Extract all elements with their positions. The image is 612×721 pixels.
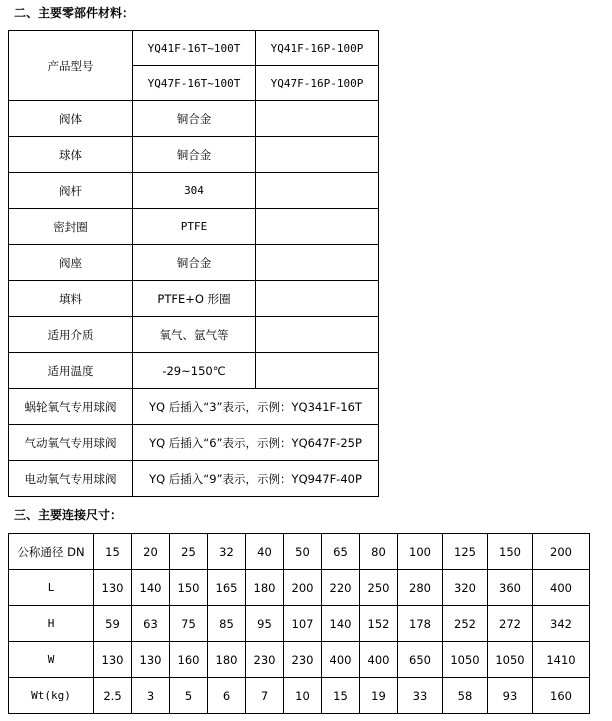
dim-cell: 6 (208, 678, 246, 714)
dim-cell: 320 (443, 570, 488, 606)
dim-row-W (9, 642, 590, 678)
part-label: 填料 (9, 281, 133, 317)
dn-cell: 20 (132, 534, 170, 570)
model-cell: YQ41F-16P-100P (256, 31, 379, 66)
empty-cell (256, 173, 379, 209)
dim-cell: 2.5 (94, 678, 132, 714)
dn-cell: 50 (284, 534, 322, 570)
material-row (9, 281, 379, 317)
part-material: PTFE+O 形圈 (133, 281, 256, 317)
dim-cell: 252 (443, 606, 488, 642)
special-label: 气动氧气专用球阀 (9, 425, 133, 461)
dn-cell: 65 (322, 534, 360, 570)
dim-cell: 280 (398, 570, 443, 606)
material-row (9, 137, 379, 173)
part-material: -29~150℃ (133, 353, 256, 389)
dim-label: L (9, 570, 94, 606)
dn-cell: 40 (246, 534, 284, 570)
dn-cell: 100 (398, 534, 443, 570)
dn-cell: 25 (170, 534, 208, 570)
empty-cell (256, 137, 379, 173)
dim-cell: 5 (170, 678, 208, 714)
special-row (9, 461, 379, 497)
dim-cell: 342 (533, 606, 590, 642)
empty-cell (256, 209, 379, 245)
dim-cell: 15 (322, 678, 360, 714)
part-material: 铜合金 (133, 245, 256, 281)
model-row-1 (9, 31, 379, 66)
dim-label: Wt(kg) (9, 678, 94, 714)
model-cell: YQ47F-16T~100T (133, 66, 256, 101)
dim-cell: 230 (284, 642, 322, 678)
dim-cell: 85 (208, 606, 246, 642)
special-label: 蜗轮氧气专用球阀 (9, 389, 133, 425)
section-2-heading: 二、主要零部件材料： (14, 6, 135, 20)
section-3-heading: 三、主要连接尺寸： (14, 508, 123, 522)
material-row (9, 173, 379, 209)
dim-cell: 200 (284, 570, 322, 606)
special-row (9, 389, 379, 425)
material-row (9, 353, 379, 389)
materials-table (8, 30, 379, 497)
dimensions-table (8, 533, 590, 714)
dim-cell: 95 (246, 606, 284, 642)
dim-cell: 250 (360, 570, 398, 606)
dim-row-Wt (9, 678, 590, 714)
dn-cell: 15 (94, 534, 132, 570)
part-label: 球体 (9, 137, 133, 173)
dim-cell: 7 (246, 678, 284, 714)
special-row (9, 425, 379, 461)
dim-cell: 178 (398, 606, 443, 642)
dim-cell: 1050 (443, 642, 488, 678)
dim-cell: 1050 (488, 642, 533, 678)
part-label: 密封圈 (9, 209, 133, 245)
dim-cell: 1410 (533, 642, 590, 678)
part-label: 适用温度 (9, 353, 133, 389)
dim-cell: 107 (284, 606, 322, 642)
empty-cell (256, 317, 379, 353)
dim-cell: 230 (246, 642, 284, 678)
dim-cell: 10 (284, 678, 322, 714)
part-label: 阀座 (9, 245, 133, 281)
material-row (9, 209, 379, 245)
dn-cell: 150 (488, 534, 533, 570)
dim-cell: 220 (322, 570, 360, 606)
dn-cell: 125 (443, 534, 488, 570)
special-note: YQ 后插入“3”表示，示例：YQ341F-16T (133, 389, 379, 425)
dim-cell: 160 (170, 642, 208, 678)
dim-cell: 75 (170, 606, 208, 642)
dim-cell: 360 (488, 570, 533, 606)
part-material: 铜合金 (133, 137, 256, 173)
model-cell: YQ47F-16P-100P (256, 66, 379, 101)
part-material: 铜合金 (133, 101, 256, 137)
model-cell: YQ41F-16T~100T (133, 31, 256, 66)
dim-cell: 140 (322, 606, 360, 642)
dim-cell: 165 (208, 570, 246, 606)
dim-cell: 650 (398, 642, 443, 678)
dim-cell: 272 (488, 606, 533, 642)
special-note: YQ 后插入“9”表示，示例：YQ947F-40P (133, 461, 379, 497)
dim-cell: 58 (443, 678, 488, 714)
dim-row-L (9, 570, 590, 606)
special-label: 电动氧气专用球阀 (9, 461, 133, 497)
dim-cell: 130 (94, 642, 132, 678)
dim-cell: 152 (360, 606, 398, 642)
dn-header-row (9, 534, 590, 570)
dn-cell: 200 (533, 534, 590, 570)
material-row (9, 101, 379, 137)
dim-cell: 400 (533, 570, 590, 606)
part-label: 阀杆 (9, 173, 133, 209)
part-material: 304 (133, 173, 256, 209)
dim-cell: 3 (132, 678, 170, 714)
dim-cell: 130 (94, 570, 132, 606)
part-label: 阀体 (9, 101, 133, 137)
dim-cell: 130 (132, 642, 170, 678)
dim-cell: 33 (398, 678, 443, 714)
dim-row-H (9, 606, 590, 642)
dim-label: H (9, 606, 94, 642)
empty-cell (256, 245, 379, 281)
dim-cell: 19 (360, 678, 398, 714)
dim-label: W (9, 642, 94, 678)
dim-cell: 93 (488, 678, 533, 714)
dim-cell: 400 (360, 642, 398, 678)
empty-cell (256, 101, 379, 137)
dim-cell: 140 (132, 570, 170, 606)
model-label: 产品型号 (9, 31, 133, 101)
empty-cell (256, 281, 379, 317)
part-material: 氧气、氩气等 (133, 317, 256, 353)
dim-cell: 160 (533, 678, 590, 714)
dim-cell: 63 (132, 606, 170, 642)
part-label: 适用介质 (9, 317, 133, 353)
dim-cell: 59 (94, 606, 132, 642)
part-material: PTFE (133, 209, 256, 245)
dim-cell: 180 (246, 570, 284, 606)
material-row (9, 245, 379, 281)
special-note: YQ 后插入“6”表示，示例：YQ647F-25P (133, 425, 379, 461)
dim-cell: 180 (208, 642, 246, 678)
dim-cell: 150 (170, 570, 208, 606)
dn-label: 公称通径 DN (9, 534, 94, 570)
dn-cell: 32 (208, 534, 246, 570)
empty-cell (256, 353, 379, 389)
dn-cell: 80 (360, 534, 398, 570)
dim-cell: 400 (322, 642, 360, 678)
material-row (9, 317, 379, 353)
